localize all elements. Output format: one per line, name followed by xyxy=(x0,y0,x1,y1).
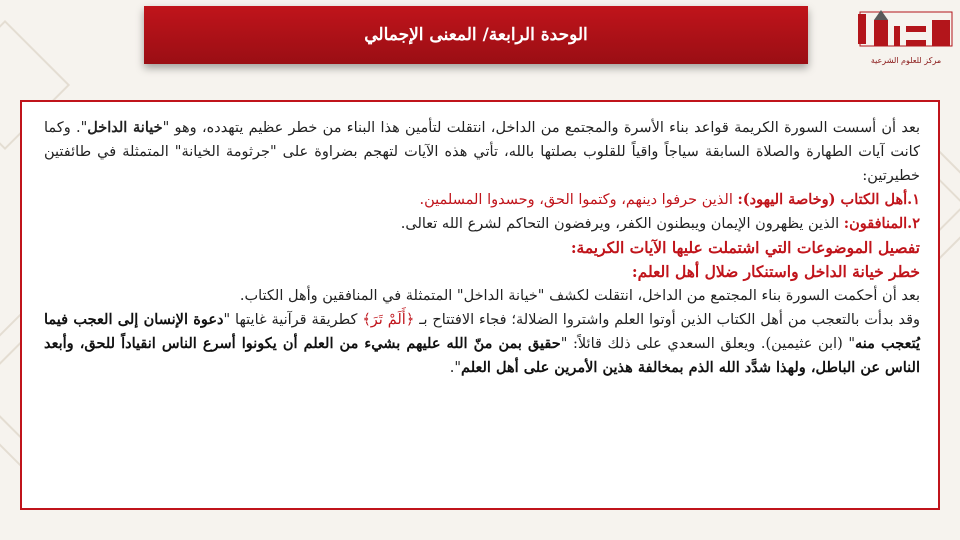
paragraph-3 xyxy=(44,308,920,380)
slide-title: الوحدة الرابعة/ المعنى الإجمالي xyxy=(364,25,588,45)
quote-saadi: حقيق بمن منّ الله عليهم بشيء من العلم أن يكونوا أسرع الناس انقياداً للحق، وأبعد الناس عن الباطل، ولهذا شدَّد الله الذم بمخالفة هذين الأمرين على أهل العلم xyxy=(44,335,920,376)
section-heading-topics: تفصيل الموضوعات التي اشتملت عليها الآيات الكريمة: xyxy=(570,238,920,257)
intro-text-emphasis: خيانة الداخل xyxy=(87,119,163,136)
list-item-2-label: ٢.المنافقون: xyxy=(843,215,920,232)
list-item-2-text: الذين يظهرون الإيمان ويبطنون الكفر، ويرفضون التحاكم لشرع الله تعالى. xyxy=(400,216,844,232)
paragraph-2: بعد أن أحكمت السورة بناء المجتمع من الداخل، انتقلت لكشف "خيانة الداخل" المتمثلة في المنافقين وأهل الكتاب. xyxy=(239,288,920,304)
intro-paragraph xyxy=(44,116,920,188)
logo-caption: مركز للعلوم الشرعية xyxy=(870,56,942,65)
list-item-1-text: الذين حرفوا دينهم، وكتموا الحق، وحسدوا المسلمين. xyxy=(419,192,738,208)
logo xyxy=(856,6,956,70)
list-item-1 xyxy=(44,188,920,212)
content-box xyxy=(20,100,940,510)
paragraph-3-text-e: " (ابن عثيمين). ويعلق السعدي على ذلك قائلاً: " xyxy=(560,336,856,352)
list-item-2 xyxy=(44,212,920,236)
list-item-1-label: ١.أهل الكتاب (وخاصة اليهود): xyxy=(737,191,920,208)
paragraph-3-text-g: ". xyxy=(449,360,462,376)
intro-text-a: بعد أن أسست السورة الكريمة قواعد بناء الأسرة والمجتمع من الداخل، انتقلت لتأمين هذا البناء من خطر عظيم يتهدده، وهو " xyxy=(162,120,920,136)
paragraph-3-text-a: وقد بدأت بالتعجب من أهل الكتاب الذين أوتوا العلم واشتروا الضلالة؛ فجاء الافتتاح بـ xyxy=(414,312,920,328)
paragraph-3-text-c: كطريقة قرآنية غايتها " xyxy=(223,312,363,328)
section-heading-betrayal: خطر خيانة الداخل واستنكار ضلال أهل العلم: xyxy=(631,262,920,281)
logo-mark-icon xyxy=(856,6,956,54)
quran-verse: ﴿أَلَمْ تَرَ﴾ xyxy=(362,312,415,328)
quote-ibn-uthaymeen: دعوة الإنسان إلى العجب فيما يُتعجب منه xyxy=(44,311,920,352)
intro-text-c: ". وكما كانت آيات الطهارة والصلاة السابقة سياجاً واقياً للقلوب بصلتها بالله، تأتي هذه الآيات لتهجم بضراوة على "جرثومة الخيانة" المتمثلة في طائفتين خطيرتين: xyxy=(44,120,920,184)
title-banner xyxy=(144,6,808,64)
